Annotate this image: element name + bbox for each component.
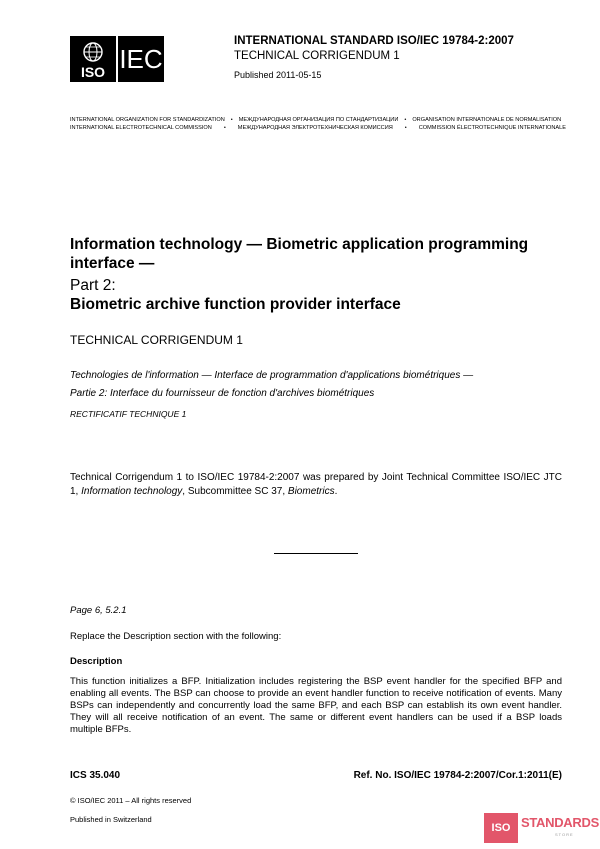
org-separator: • [404, 117, 407, 123]
tc-label: TECHNICAL CORRIGENDUM 1 [70, 333, 243, 347]
prep-italic-b: Biometrics [287, 486, 335, 497]
org-iso-ru: МЕЖДУНАРОДНАЯ ОРГАНИЗАЦИЯ ПО СТАНДАРТИЗАЦИИ [238, 117, 399, 123]
page-reference: Page 6, 5.2.1 [70, 605, 127, 616]
org-separator: • [230, 117, 233, 123]
french-title: Technologies de l'information — Interface de programmation d'applications biométriques — [70, 370, 474, 381]
preparation-paragraph [70, 471, 562, 499]
org-iso-fr: ORGANISATION INTERNATIONALE DE NORMALISATION [412, 117, 562, 123]
org-separator: • [404, 125, 407, 131]
org-iso-en: INTERNATIONAL ORGANIZATION FOR STANDARDIZATION [70, 117, 225, 123]
prep-text-b: , Subcommittee SC 37, [182, 486, 288, 497]
french-tc: RECTIFICATIF TECHNIQUE 1 [70, 409, 187, 419]
prep-text-c: . [334, 486, 338, 497]
iec-logo: IEC [118, 36, 164, 82]
published-date: Published 2011-05-15 [234, 70, 322, 80]
store-badge-box[interactable]: ISO [484, 813, 518, 843]
part-title: Biometric archive function provider interface [70, 296, 401, 313]
org-row-1 [70, 117, 561, 123]
prep-text-a: Technical Corrigendum 1 to ISO/IEC 19784-2:2007 was prepared by Joint Technical Committee ISO/IEC JTC 1, [70, 472, 562, 497]
reference-number: Ref. No. ISO/IEC 19784-2:2007/Cor.1:2011(E) [353, 770, 562, 781]
section-divider [274, 553, 358, 554]
store-badge-text[interactable]: STANDARDS [521, 815, 599, 830]
org-row-2 [70, 125, 566, 131]
french-part: Partie 2: Interface du fournisseur de fonction d'archives biométriques [70, 388, 375, 399]
document-title: Information technology — Biometric application programming interface — [70, 236, 529, 272]
store-badge-small: STORE [555, 832, 574, 837]
prep-italic-a: Information technology [81, 486, 183, 497]
part-label: Part 2: [70, 277, 116, 294]
corrigendum-label: TECHNICAL CORRIGENDUM 1 [234, 50, 400, 62]
description-heading: Description [70, 656, 123, 667]
ics-code: ICS 35.040 [70, 770, 121, 781]
standard-title: INTERNATIONAL STANDARD ISO/IEC 19784-2:2007 [234, 35, 514, 47]
org-iec-ru: МЕЖДУНАРОДНАЯ ЭЛЕКТРОТЕХНИЧЕСКАЯ КОМИССИЯ [237, 125, 393, 131]
replace-instruction: Replace the Description section with the following: [70, 631, 282, 642]
description-text: This function initializes a BFP. Initialization includes registering the BSP event handler for the specified BFP and enabling all events. The BSP can choose to provide an event handler function to receive notification of events. Many BSPs can independently and concurrently load the same BFP, and each BSP can establish its own event handler. They will all receive notification of an event. The same or different event handlers can be used if a BSP loads multiple BFPs. [70, 676, 562, 735]
published-in: Published in Switzerland [70, 815, 152, 824]
iso-logo-text: ISO [80, 64, 106, 80]
org-separator: • [223, 125, 226, 131]
org-iec-fr: COMMISSION ÉLECTROTECHNIQUE INTERNATIONALE [418, 125, 566, 131]
iso-logo [70, 36, 116, 82]
org-iec-en: INTERNATIONAL ELECTROTECHNICAL COMMISSION [70, 125, 212, 131]
copyright: © ISO/IEC 2011 – All rights reserved [70, 796, 192, 805]
